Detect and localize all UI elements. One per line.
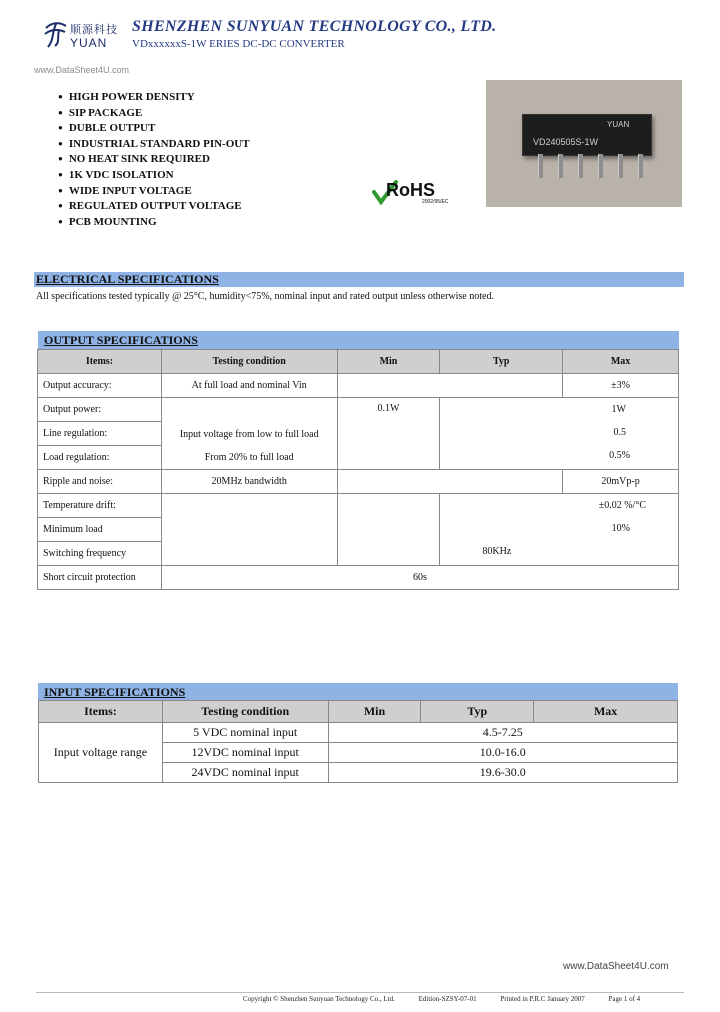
watermark-link[interactable]: www.DataSheet4U.com <box>563 961 669 972</box>
col-header-condition: Testing condition <box>162 701 328 723</box>
col-header-items: Items: <box>39 701 163 723</box>
module-pin <box>618 154 623 178</box>
table-row <box>38 566 679 590</box>
footer-printed: Printed in P.R.C January 2007 <box>500 995 585 1003</box>
table-row <box>38 374 679 398</box>
col-header-min: Min <box>337 350 440 374</box>
table-row <box>38 470 679 494</box>
feature-item: ● INDUSTRIAL STANDARD PIN-OUT <box>58 137 250 153</box>
row-condition: Input voltage from low to full load <box>179 429 319 440</box>
row-item: Load regulation: <box>38 446 162 470</box>
output-spec-heading: OUTPUT SPECIFICATIONS <box>38 331 679 349</box>
module-pin <box>598 154 603 178</box>
yuan-logo-icon <box>42 20 68 48</box>
rohs-directive: 2002/95/EC <box>422 199 449 205</box>
module-pin <box>558 154 563 178</box>
row-value: 19.6-30.0 <box>328 763 677 783</box>
row-condition: At full load and nominal Vin <box>161 374 337 398</box>
company-name: SHENZHEN SUNYUAN TECHNOLOGY CO., LTD. <box>132 18 497 35</box>
converter-module <box>522 114 652 156</box>
row-max: ±0.02 %/°C <box>598 500 646 511</box>
row-condition: 24VDC nominal input <box>162 763 328 783</box>
row-min: 0.1W <box>337 398 440 470</box>
table-row <box>39 723 678 743</box>
row-item: Input voltage range <box>39 723 163 783</box>
row-condition: 5 VDC nominal input <box>162 723 328 743</box>
row-condition: 12VDC nominal input <box>162 743 328 763</box>
row-value: 60s <box>161 566 678 590</box>
feature-list <box>58 90 250 230</box>
input-spec-table <box>38 700 678 783</box>
product-photo <box>486 80 682 207</box>
row-item: Line regulation: <box>38 422 162 446</box>
table-row <box>38 398 679 422</box>
brand-english: YUAN <box>70 36 108 50</box>
input-spec-heading: INPUT SPECIFICATIONS <box>38 683 678 701</box>
feature-item: ● REGULATED OUTPUT VOLTAGE <box>58 199 250 215</box>
col-header-max: Max <box>563 350 679 374</box>
row-max: ±3% <box>563 374 679 398</box>
electrical-spec-note: All specifications tested typically @ 25°C, humidity<75%, nominal input and rated output unless otherwise noted. <box>36 291 494 302</box>
footer <box>243 995 640 1003</box>
footer-page: Page 1 of 4 <box>608 995 641 1003</box>
row-value: 10.0-16.0 <box>328 743 677 763</box>
footer-divider <box>36 992 684 993</box>
feature-item: ● HIGH POWER DENSITY <box>58 90 250 106</box>
feature-item: ● WIDE INPUT VOLTAGE <box>58 184 250 200</box>
table-row <box>38 494 679 518</box>
module-brand: YUAN <box>607 120 630 129</box>
output-spec-table <box>37 349 679 590</box>
row-item: Output accuracy: <box>38 374 162 398</box>
feature-item: ● DUBLE OUTPUT <box>58 121 250 137</box>
module-pin <box>578 154 583 178</box>
col-header-typ: Typ <box>440 350 563 374</box>
row-item: Output power: <box>38 398 162 422</box>
row-max: 10% <box>611 523 630 534</box>
row-item: Temperature drift: <box>38 494 162 518</box>
footer-edition: Edition-SZSY-07-01 <box>418 995 477 1003</box>
col-header-typ: Typ <box>421 701 534 723</box>
col-header-items: Items: <box>38 350 162 374</box>
watermark-link[interactable]: www.DataSheet4U.com <box>34 65 130 75</box>
module-pin <box>538 154 543 178</box>
row-typ: 80KHz <box>482 546 512 557</box>
series-title: VDxxxxxxS-1W ERIES DC-DC CONVERTER <box>132 38 345 50</box>
col-header-condition: Testing condition <box>161 350 337 374</box>
row-value: 4.5-7.25 <box>328 723 677 743</box>
row-max: 1W <box>611 404 626 415</box>
electrical-spec-heading: ELECTRICAL SPECIFICATIONS <box>34 272 684 287</box>
feature-item: ● PCB MOUNTING <box>58 215 250 231</box>
row-max: 20mVp-p <box>563 470 679 494</box>
feature-item: ● NO HEAT SINK REQUIRED <box>58 152 250 168</box>
col-header-max: Max <box>534 701 678 723</box>
row-item: Minimum load <box>38 518 162 542</box>
module-pin <box>638 154 643 178</box>
row-item: Short circuit protection <box>38 566 162 590</box>
row-condition: From 20% to full load <box>204 452 294 463</box>
table-header-row <box>39 701 678 723</box>
row-item: Ripple and noise: <box>38 470 162 494</box>
rohs-text: RoHS <box>386 180 435 200</box>
feature-item: ● SIP PACKAGE <box>58 106 250 122</box>
company-logo <box>38 18 128 50</box>
rohs-badge <box>372 180 464 208</box>
row-item: Switching frequency <box>38 542 162 566</box>
footer-copyright: Copyright © Shenzhen Sunyuan Technology Co., Ltd. <box>243 995 395 1003</box>
col-header-min: Min <box>328 701 421 723</box>
table-header-row <box>38 350 679 374</box>
brand-chinese: 顺源科技 <box>70 23 118 36</box>
module-model: VD240505S-1W <box>533 137 599 147</box>
row-max: 0.5 <box>613 427 626 438</box>
row-max: 0.5% <box>609 450 630 461</box>
feature-item: ● 1K VDC ISOLATION <box>58 168 250 184</box>
row-condition: 20MHz bandwidth <box>161 470 337 494</box>
